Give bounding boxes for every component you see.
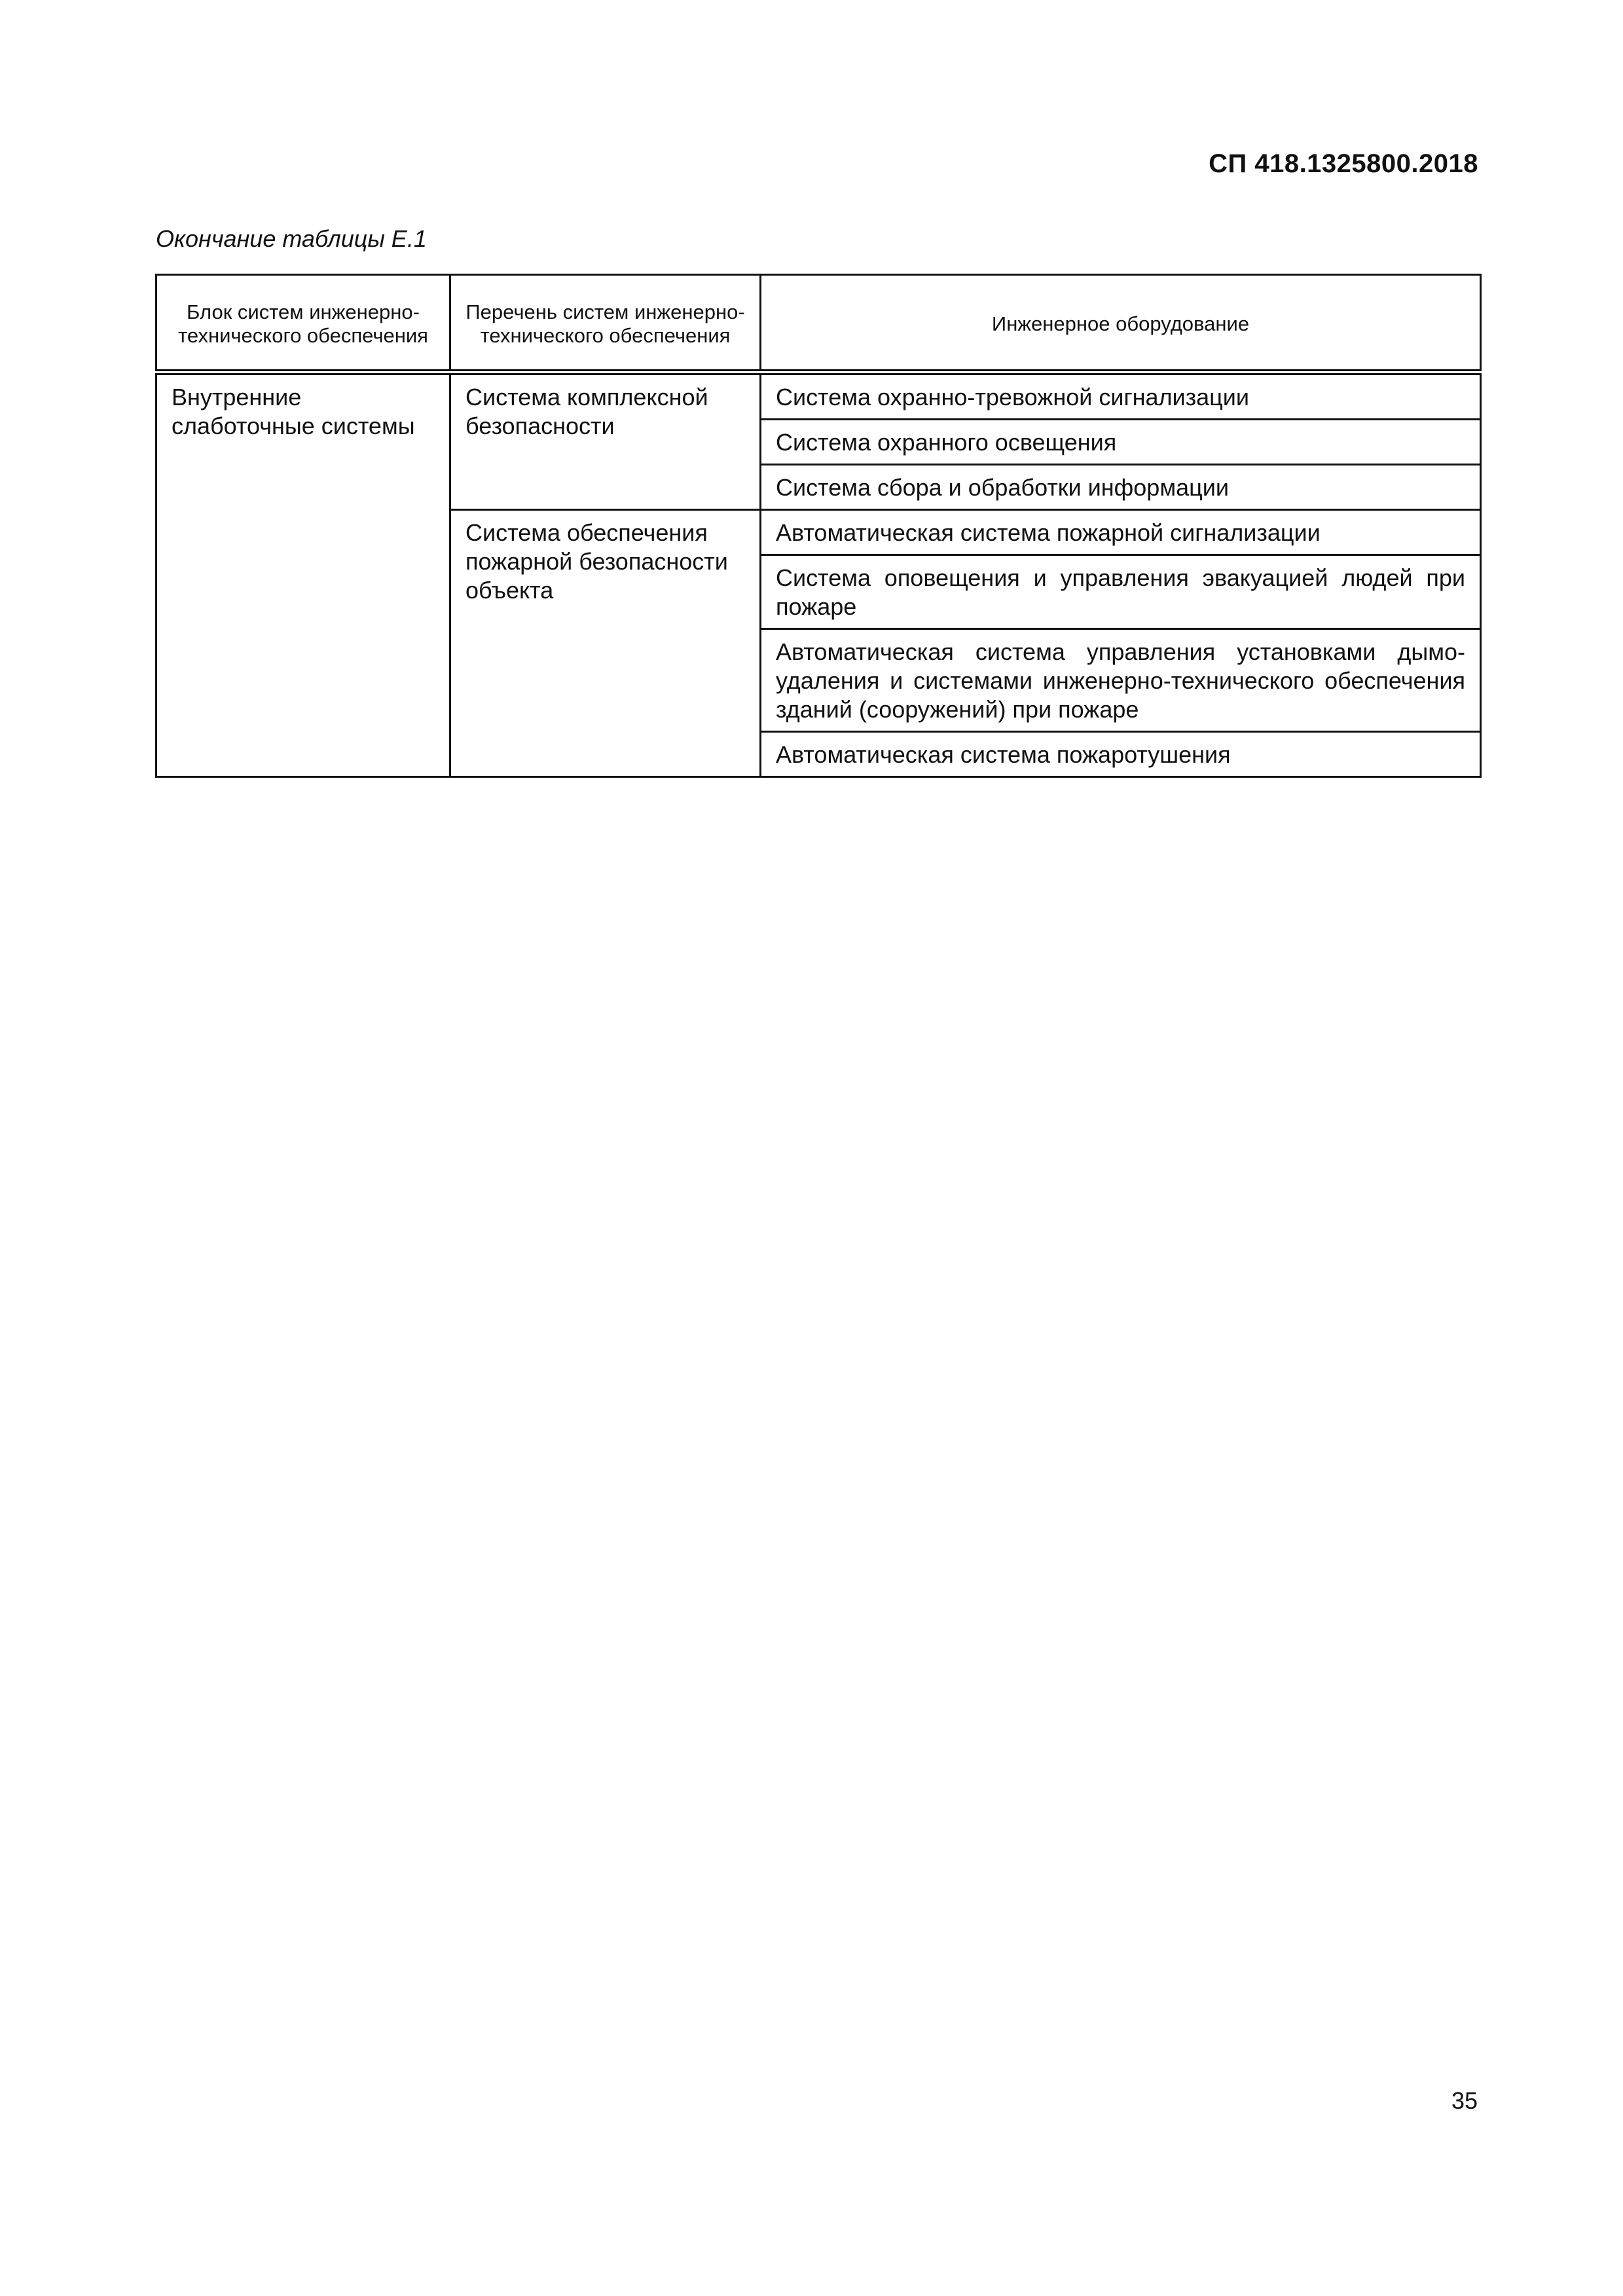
equipment-cell: Система охранного освещения <box>761 420 1481 465</box>
column-header-block: Блок систем инженерно-технического обеспечения <box>156 275 450 373</box>
equipment-cell: Система оповещения и управления эвакуацией людей при пожаре <box>761 555 1481 629</box>
equipment-cell: Автоматическая система пожарной сигнализации <box>761 510 1481 555</box>
equipment-table <box>155 274 1482 778</box>
equipment-cell: Автоматическая система пожаротушения <box>761 732 1481 777</box>
system-cell: Система обеспечения пожарной безопасности объекта <box>450 510 761 777</box>
table-caption: Окончание таблицы Е.1 <box>156 225 427 252</box>
document-code: СП 418.1325800.2018 <box>1209 149 1478 178</box>
column-header-systems: Перечень систем инженерно-технического обеспечения <box>450 275 761 373</box>
equipment-cell: Автоматическая система управления установками дымоудаления и системами инженерно-технического обеспечения зданий (сооружений) при пожаре <box>761 629 1481 732</box>
column-header-equipment: Инженерное оборудование <box>761 275 1481 373</box>
table-row <box>156 373 1481 420</box>
table-header-row <box>156 275 1481 373</box>
page-number: 35 <box>1451 2087 1478 2114</box>
block-cell: Внутренние слаботочные системы <box>156 373 450 777</box>
equipment-cell: Система охранно-тревожной сигнализации <box>761 373 1481 420</box>
equipment-cell: Система сбора и обработки информации <box>761 465 1481 510</box>
system-cell: Система комплексной безопасности <box>450 373 761 510</box>
